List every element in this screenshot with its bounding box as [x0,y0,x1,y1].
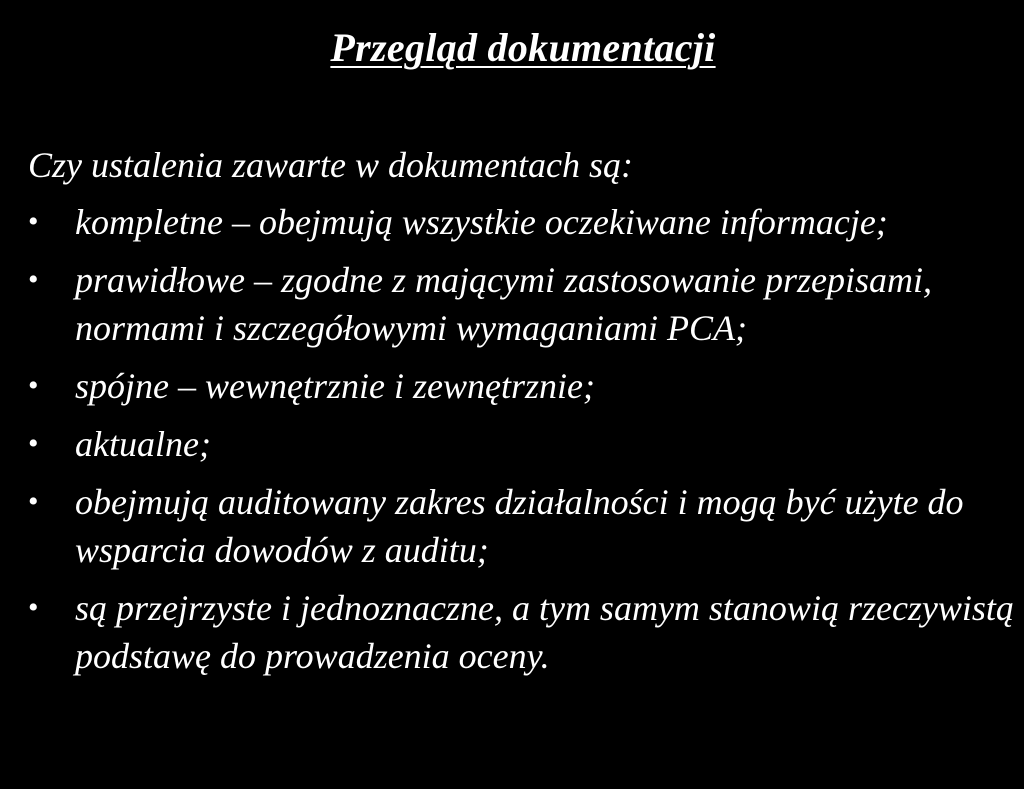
list-item-text: są przejrzyste i jednoznaczne, a tym samym stanowią rzeczywistą podstawę do prowadzenia oceny. [75,588,1014,676]
list-item [0,584,1015,680]
list-item-text: spójne – wewnętrznie i zewnętrznie; [75,366,595,406]
list-item-text: aktualne; [75,424,211,464]
list-item [0,420,1015,468]
list-item-text: prawidłowe – zgodne z mającymi zastosowanie przepisami, normami i szczegółowymi wymaganiami PCA; [75,260,933,348]
list-item [0,256,1015,352]
bullet-list [0,198,1024,690]
list-item [0,198,1015,246]
bullet-icon: • [28,205,39,238]
intro-text: Czy ustalenia zawarte w dokumentach są: [28,145,633,185]
slide-title: Przegląd dokumentacji [330,25,716,70]
bullet-icon: • [28,369,39,402]
list-item-text: kompletne – obejmują wszystkie oczekiwane informacje; [75,202,888,242]
list-item-text: obejmują auditowany zakres działalności i mogą być użyte do wsparcia dowodów z auditu; [75,482,964,570]
bullet-icon: • [28,427,39,460]
list-item [0,478,1015,574]
bullet-icon: • [28,263,39,296]
bullet-icon: • [28,591,39,624]
list-item [0,362,1015,410]
bullet-icon: • [28,485,39,518]
